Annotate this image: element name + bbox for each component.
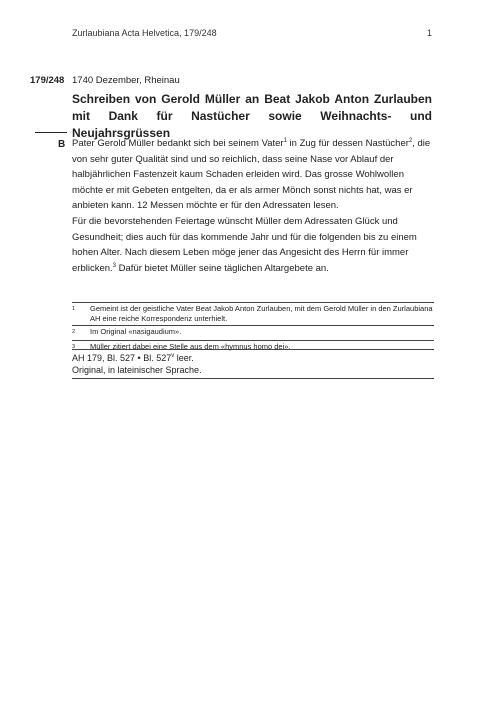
footnote-number: 1 <box>72 306 76 312</box>
summary-paragraph-1: Pater Gerold Müller bedankt sich bei seinem Vater$^1$ in Zug für dessen Nastücher$^2$, die von sehr guter Qualität sind und so reichlich, dass seine Nase vor Ablauf der halbjährlichen Fastenzeit kaum Schaden erleiden wird. Das grosse Wohlwollen möchte er mit Gebeten entgelten, da er als armer Mönch sonst nichts hat, was er anbieten kann. 12 Messen möchte er für den Adressaten lesen. <box>72 137 431 212</box>
document-date-place: 1740 Dezember, Rheinau <box>72 75 180 86</box>
summary-paragraph-2: Für die bevorstehenden Feiertage wünscht Müller dem Adressaten Glück und Gesundheit; dies auch für das kommende Jahr und für die folgenden bis zu einem hohen Alter. Nach diesem Leben möge jener das Angesicht des Herrn für immer erblicken.$^3$ Dafür bietet Müller seine täglichen Altargebete an. <box>72 215 417 274</box>
footnote-number: 2 <box>72 329 76 335</box>
footnote-text: Im Original «nasigaudium». <box>90 327 182 336</box>
footnote-text: Gemeint ist der geistliche Vater Beat Jakob Anton Zurlauben, mit dem Gerold Müller in den Zurlaubiana AH eine reiche Korrespondenz unterhielt. <box>90 304 433 323</box>
document-number: 179/248 <box>30 75 65 86</box>
footnote <box>72 325 434 340</box>
summary-text <box>72 136 434 276</box>
footnote <box>72 302 434 325</box>
page-number: 1 <box>426 28 432 38</box>
document-title: Schreiben von Gerold Müller an Beat Jakob Anton Zurlauben mit Dank für Nastücher sowie Weihnachts- und Neujahrsgrüssen <box>72 92 432 140</box>
footnotes <box>72 302 434 354</box>
section-marker: B <box>58 139 66 150</box>
source-archive-reference: AH 179, Bl. 527 • Bl. 527$^v$ leer. <box>72 353 194 363</box>
running-title: Zurlaubiana Acta Helvetica, 179/248 <box>72 28 217 38</box>
footnote-text: Müller zitiert dabei eine Stelle aus dem «hymnus homo dei». <box>90 341 291 351</box>
footnote-number: 3 <box>72 343 76 350</box>
footnote-ref-3[interactable]: 3 <box>112 262 117 269</box>
footnote-ref-1[interactable]: 1 <box>283 137 287 144</box>
section-divider <box>35 132 67 133</box>
source-bottom-rule <box>72 378 434 379</box>
footnote-ref-2[interactable]: 2 <box>408 137 413 144</box>
source-language-note: Original, in lateinischer Sprache. <box>72 364 202 375</box>
source-note <box>72 349 434 376</box>
